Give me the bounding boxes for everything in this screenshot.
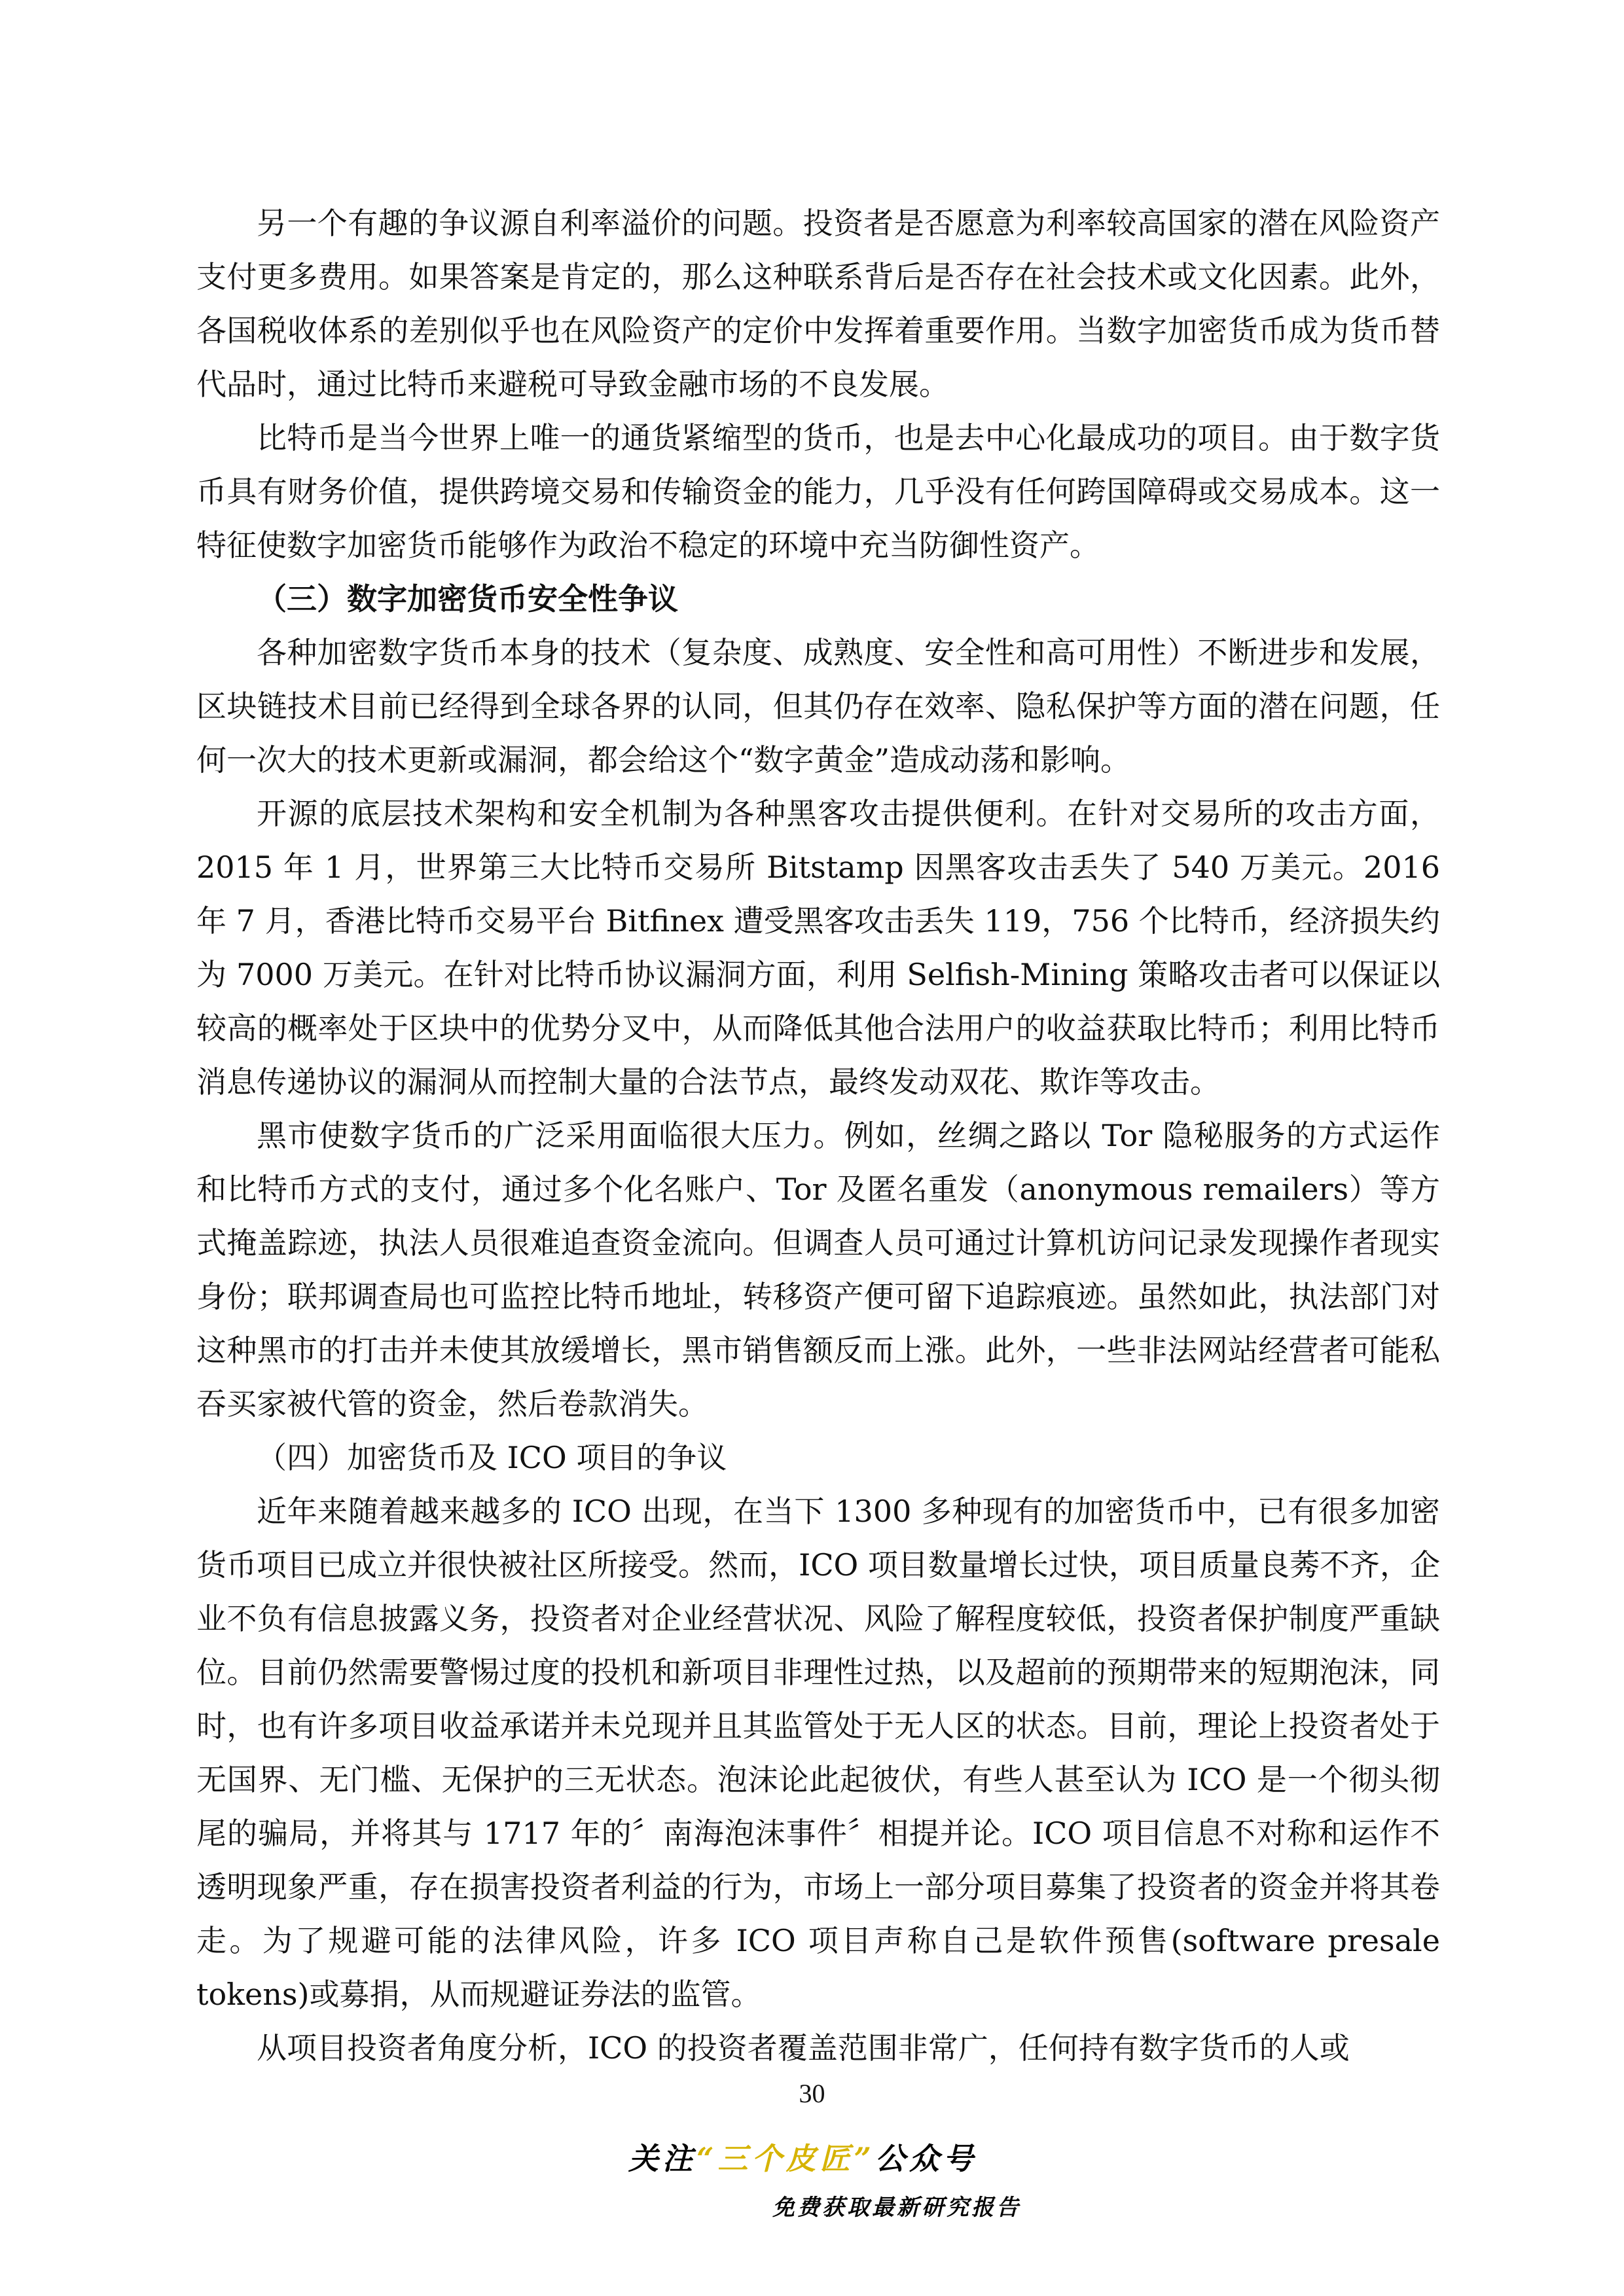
- footer-brand: “三个皮匠”: [696, 2141, 875, 2176]
- page-number: 30: [799, 2079, 825, 2108]
- section-heading-ico: （四）加密货币及 ICO 项目的争议: [257, 1440, 727, 1475]
- section-heading-security: （三）数字加密货币安全性争议: [257, 581, 678, 617]
- footer-wechat-promo: [628, 2139, 977, 2178]
- paragraph-bitcoin-deflation: 比特币是当今世界上唯一的通货紧缩型的货币，也是去中心化最成功的项目。由于数字货币具有财务价值，提供跨境交易和传输资金的能力，几乎没有任何跨国障碍或交易成本。这一特征使数字加密货币能够作为政治不稳定的环境中充当防御性资产。: [196, 420, 1440, 563]
- footer-tagline: 免费获取最新研究报告: [772, 2195, 1021, 2221]
- body-text: [196, 196, 1440, 2075]
- paragraph-interest-premium: 另一个有趣的争议源自利率溢价的问题。投资者是否愿意为利率较高国家的潜在风险资产支付更多费用。如果答案是肯定的，那么这种联系背后是否存在社会技术或文化因素。此外，各国税收体系的差别似乎也在风险资产的定价中发挥着重要作用。当数字加密货币成为货币替代品时，通过比特币来避税可导致金融市场的不良发展。: [196, 206, 1440, 402]
- footer-prefix: 关注: [628, 2141, 696, 2176]
- footer-suffix: 公众号: [875, 2141, 977, 2176]
- paragraph-tech-development: 各种加密数字货币本身的技术（复杂度、成熟度、安全性和高可用性）不断进步和发展，区块链技术目前已经得到全球各界的认同，但其仍存在效率、隐私保护等方面的潜在问题，任何一次大的技术更新或漏洞，都会给这个“数字黄金”造成动荡和影响。: [196, 635, 1440, 778]
- paragraph-hacker-attacks: 开源的底层技术架构和安全机制为各种黑客攻击提供便利。在针对交易所的攻击方面，2015 年 1 月，世界第三大比特币交易所 Bitstamp 因黑客攻击丢失了 540 万美元。2016 年 7 月，香港比特币交易平台 Bitfinex 遭受黑客攻击丢失 119，756 个比特币，经济损失约为 7000 万美元。在针对比特币协议漏洞方面，利用 Selfish-Mining 策略攻击者可以保证以较高的概率处于区块中的优势分叉中，从而降低其他合法用户的收益获取比特币；利用比特币消息传递协议的漏洞从而控制大量的合法节点，最终发动双花、欺诈等攻击。: [196, 796, 1440, 1100]
- paragraph-black-market: 黑市使数字货币的广泛采用面临很大压力。例如，丝绸之路以 Tor 隐秘服务的方式运作和比特币方式的支付，通过多个化名账户、Tor 及匿名重发（anonymous remailers）等方式掩盖踪迹，执法人员很难追查资金流向。但调查人员可通过计算机访问记录发现操作者现实身份；联邦调查局也可监控比特币地址，转移资产便可留下追踪痕迹。虽然如此，执法部门对这种黑市的打击并未使其放缓增长，黑市销售额反而上涨。此外，一些非法网站经营者可能私吞买家被代管的资金，然后卷款消失。: [196, 1118, 1440, 1422]
- paragraph-ico-investors: 从项目投资者角度分析，ICO 的投资者覆盖范围非常广，任何持有数字货币的人或: [257, 2030, 1350, 2066]
- paragraph-ico-controversy: 近年来随着越来越多的 ICO 出现，在当下 1300 多种现有的加密货币中，已有很多加密货币项目已成立并很快被社区所接受。然而，ICO 项目数量增长过快，项目质量良莠不齐，企业不负有信息披露义务，投资者对企业经营状况、风险了解程度较低，投资者保护制度严重缺位。目前仍然需要警惕过度的投机和新项目非理性过热，以及超前的预期带来的短期泡沫，同时，也有许多项目收益承诺并未兑现并且其监管处于无人区的状态。目前，理论上投资者处于无国界、无门槛、无保护的三无状态。泡沫论此起彼伏，有些人甚至认为 ICO 是一个彻头彻尾的骗局，并将其与 1717 年的〞南海泡沫事件〞相提并论。ICO 项目信息不对称和运作不透明现象严重，存在损害投资者利益的行为，市场上一部分项目募集了投资者的资金并将其卷走。为了规避可能的法律风险，许多 ICO 项目声称自己是软件预售(software presale tokens)或募捐，从而规避证券法的监管。: [196, 1494, 1440, 2012]
